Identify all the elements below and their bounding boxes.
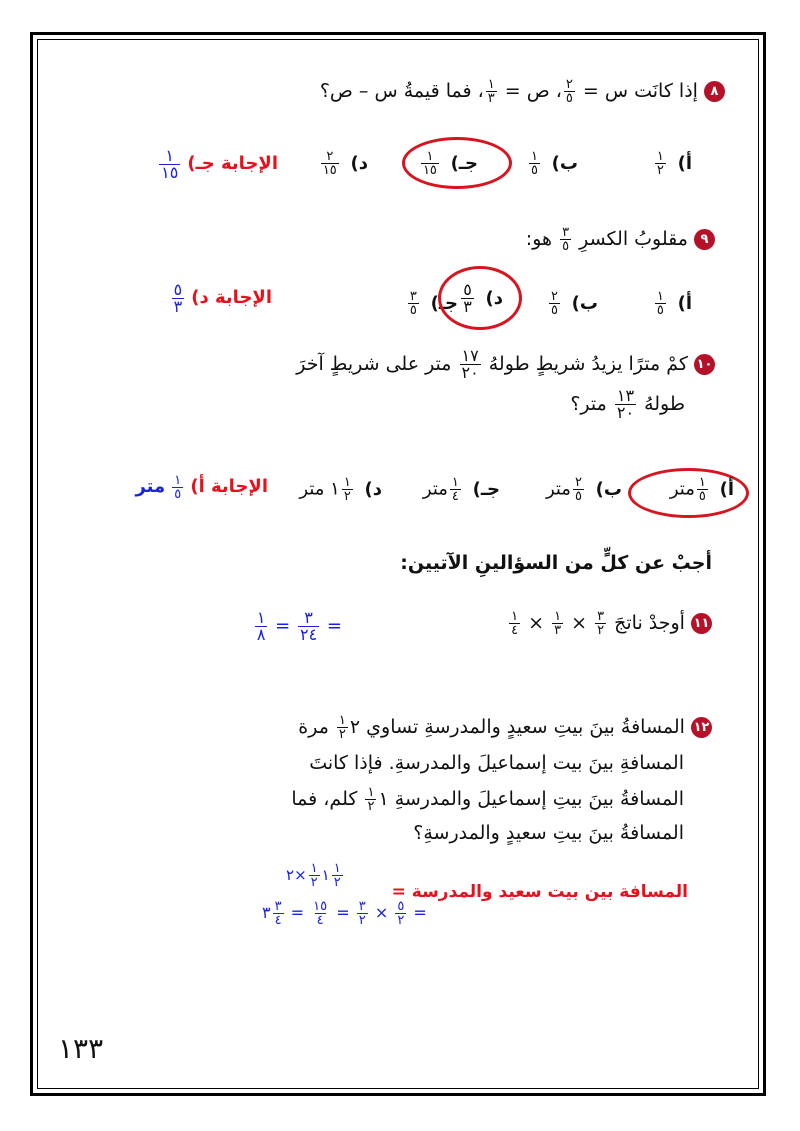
equals-sign: = bbox=[336, 903, 350, 922]
numerator: ١٥ bbox=[313, 899, 328, 914]
fraction bbox=[395, 900, 406, 927]
page-number: ١٣٣ bbox=[58, 1032, 104, 1065]
option-fraction bbox=[573, 476, 584, 503]
fraction bbox=[509, 610, 520, 637]
question-number-badge: ٩ bbox=[694, 229, 715, 250]
numerator: ٣ bbox=[562, 225, 570, 240]
numerator: ٣ bbox=[409, 289, 417, 304]
numerator: ٣ bbox=[358, 899, 366, 914]
numerator: ١ bbox=[310, 861, 318, 876]
option-letter: ب) bbox=[551, 152, 578, 174]
q8-option-d[interactable] bbox=[319, 150, 368, 177]
q9-answer bbox=[170, 282, 272, 315]
denominator: ٢ bbox=[333, 875, 341, 890]
numerator: ٣ bbox=[274, 899, 282, 914]
question-number-badge: ٨ bbox=[704, 81, 725, 102]
equals-sign: = bbox=[290, 903, 305, 922]
selected-answer-circle bbox=[402, 137, 512, 189]
question-text: أوجدْ ناتجَ bbox=[614, 612, 685, 634]
mixed-whole: ٣ bbox=[262, 903, 271, 922]
numerator: ٥ bbox=[173, 280, 183, 299]
mixed-fraction bbox=[332, 862, 343, 889]
answer-label: الإجابة د) bbox=[191, 287, 272, 308]
denominator: ٥ bbox=[565, 91, 573, 106]
option-letter: ب) bbox=[571, 292, 598, 314]
numerator: ٢ bbox=[574, 475, 582, 490]
q9-option-d-visible[interactable] bbox=[459, 282, 503, 315]
q9-option-a[interactable] bbox=[653, 290, 692, 317]
question-11 bbox=[507, 610, 712, 637]
option-fraction bbox=[450, 476, 461, 503]
option-fraction bbox=[549, 290, 560, 317]
q10-option-c[interactable] bbox=[423, 476, 500, 503]
mixed-fraction bbox=[365, 786, 376, 813]
option-letter: ب) bbox=[595, 478, 622, 500]
option-letter: جـ) bbox=[472, 478, 500, 500]
option-letter: جـ) bbox=[430, 292, 458, 314]
question-text: هو: bbox=[525, 228, 553, 250]
option-fraction bbox=[461, 282, 474, 315]
question-9 bbox=[526, 226, 715, 253]
numerator: ١ bbox=[426, 149, 434, 164]
question-8 bbox=[320, 78, 725, 105]
question-number-badge: ١١ bbox=[691, 613, 712, 634]
option-fraction bbox=[697, 476, 708, 503]
denominator: ٥ bbox=[550, 303, 558, 318]
mixed-fraction bbox=[309, 862, 320, 889]
q10-option-a[interactable] bbox=[670, 476, 734, 503]
option-letter: أ) bbox=[719, 478, 734, 500]
mixed-whole: ٢ bbox=[286, 866, 295, 884]
option-fraction bbox=[529, 150, 540, 177]
denominator: ٣ bbox=[173, 297, 183, 316]
question-number-badge: ١٠ bbox=[694, 354, 715, 375]
option-fraction bbox=[342, 476, 353, 503]
denominator: ٣ bbox=[554, 623, 562, 638]
question-text: ، ص = bbox=[504, 80, 562, 102]
fraction bbox=[311, 900, 329, 927]
mixed-fraction bbox=[337, 714, 348, 741]
question-text: كمْ مترًا يزيدُ شريطٍ طولهُ bbox=[488, 353, 688, 375]
option-fraction bbox=[655, 290, 666, 317]
q12-solution-line1 bbox=[286, 862, 345, 889]
question-fraction bbox=[460, 348, 481, 381]
question-text: المسافةُ بينَ بيتِ سعيدٍ والمدرسةِ تساوي bbox=[366, 716, 685, 738]
denominator: ٥ bbox=[174, 487, 182, 502]
question-text: المسافةُ بينَ بيتِ سعيدٍ والمدرسةِ؟ bbox=[413, 822, 684, 844]
numerator: ٢ bbox=[326, 149, 334, 164]
numerator: ٢ bbox=[565, 77, 573, 92]
numerator: ١ bbox=[698, 475, 706, 490]
denominator: ٣ bbox=[487, 91, 495, 106]
numerator: ١ bbox=[656, 289, 664, 304]
result-fraction bbox=[298, 610, 319, 643]
times-sign: × bbox=[571, 612, 588, 634]
numerator: ٣ bbox=[597, 609, 605, 624]
denominator: ٢ bbox=[397, 913, 405, 928]
answer-fraction bbox=[172, 282, 185, 315]
answer-label: الإجابة جـ) bbox=[187, 153, 278, 174]
numerator: ١ bbox=[367, 785, 375, 800]
denominator: ٤ bbox=[274, 913, 282, 928]
option-unit: متر bbox=[299, 478, 325, 500]
numerator: ١ bbox=[174, 473, 182, 488]
denominator: ٢ bbox=[310, 875, 318, 890]
numerator: ١ bbox=[487, 77, 495, 92]
answer-label: الإجابة أ) bbox=[190, 476, 268, 497]
option-fraction bbox=[408, 290, 419, 317]
fraction bbox=[595, 610, 606, 637]
option-letter: د) bbox=[364, 478, 382, 500]
numerator: ٢ bbox=[550, 289, 558, 304]
q10-option-d[interactable] bbox=[299, 476, 382, 503]
question-text: متر؟ bbox=[570, 393, 607, 415]
numerator: ٥ bbox=[463, 280, 472, 299]
denominator: ٤ bbox=[511, 623, 519, 638]
q11-answer bbox=[253, 610, 342, 643]
question-12-line2 bbox=[309, 752, 684, 774]
question-text: طولهُ bbox=[644, 393, 685, 415]
denominator: ١٥ bbox=[422, 163, 437, 178]
numerator: ١ bbox=[343, 475, 351, 490]
denominator: ٣ bbox=[463, 297, 472, 316]
numerator: ١ bbox=[333, 861, 341, 876]
denominator: ٤ bbox=[451, 489, 459, 504]
option-fraction bbox=[655, 150, 666, 177]
numerator: ١ bbox=[530, 149, 538, 164]
q8-option-b[interactable] bbox=[527, 150, 578, 177]
numerator: ١ bbox=[338, 713, 346, 728]
fraction bbox=[357, 900, 368, 927]
q10-answer bbox=[135, 474, 268, 501]
denominator: ٥ bbox=[409, 303, 417, 318]
equals-sign: = bbox=[326, 615, 342, 637]
denominator: ٨ bbox=[256, 625, 266, 644]
option-fraction bbox=[321, 150, 339, 177]
times-sign: × bbox=[374, 903, 389, 922]
fraction-y bbox=[486, 78, 497, 105]
result-fraction bbox=[273, 900, 284, 927]
option-letter: جـ) bbox=[450, 152, 478, 174]
denominator: ٥ bbox=[574, 489, 582, 504]
answer-fraction bbox=[172, 474, 183, 501]
numerator: ٥ bbox=[397, 899, 405, 914]
times-sign: × bbox=[294, 866, 307, 884]
denominator: ٢ bbox=[656, 163, 664, 178]
section-heading: أجبْ عن كلٍّ من السؤالينِ الآتيين: bbox=[400, 552, 712, 574]
option-letter: د) bbox=[350, 152, 368, 174]
q8-answer bbox=[157, 148, 278, 181]
denominator: ٥ bbox=[656, 303, 664, 318]
numerator: ١ bbox=[656, 149, 664, 164]
question-fraction bbox=[560, 226, 571, 253]
equals-sign: = bbox=[275, 615, 291, 637]
denominator: ٢٠ bbox=[461, 363, 479, 382]
denominator: ٢ bbox=[367, 799, 375, 814]
question-text: المسافةُ بينَ بيتِ إسماعيلَ والمدرسةِ bbox=[394, 788, 684, 810]
denominator: ٢ bbox=[343, 489, 351, 504]
equals-sign: = bbox=[413, 903, 427, 922]
mixed-whole: ١ bbox=[378, 788, 389, 810]
question-12-line4 bbox=[413, 822, 684, 844]
numerator: ١ bbox=[554, 609, 562, 624]
option-letter: أ) bbox=[677, 292, 692, 314]
denominator: ١٥ bbox=[322, 163, 337, 178]
question-10-line2 bbox=[570, 388, 685, 421]
numerator: ١٣ bbox=[616, 386, 635, 405]
option-letter: د) bbox=[485, 287, 503, 309]
denominator: ٢٠ bbox=[616, 403, 635, 422]
q9-option-b[interactable] bbox=[547, 290, 598, 317]
q10-option-b[interactable] bbox=[546, 476, 622, 503]
option-letter: أ) bbox=[677, 152, 692, 174]
option-unit: متر bbox=[669, 478, 695, 500]
numerator: ١ bbox=[451, 475, 459, 490]
denominator: ٢ bbox=[338, 727, 346, 742]
q12-solution-label: المسافة بين بيت سعيد والمدرسة = bbox=[391, 882, 688, 902]
option-whole: ١ bbox=[330, 478, 340, 500]
denominator: ٥ bbox=[562, 239, 570, 254]
fraction bbox=[552, 610, 563, 637]
option-unit: متر bbox=[422, 478, 448, 500]
denominator: ٢ bbox=[358, 913, 366, 928]
question-text: مقلوبُ الكسرِ bbox=[579, 228, 688, 250]
q8-option-a[interactable] bbox=[653, 150, 692, 177]
question-text: إذا كانَت س = bbox=[582, 80, 698, 102]
question-10 bbox=[296, 348, 715, 381]
question-12 bbox=[298, 714, 712, 741]
question-12-line3 bbox=[291, 786, 684, 813]
fraction-x bbox=[564, 78, 575, 105]
question-text: متر على شريطٍ آخرَ bbox=[296, 353, 452, 375]
q12-solution-line2 bbox=[262, 900, 427, 927]
result-fraction bbox=[255, 610, 268, 643]
question-number-badge: ١٢ bbox=[691, 717, 712, 738]
question-fraction bbox=[615, 388, 636, 421]
answer-fraction bbox=[159, 148, 180, 181]
question-text: كلم، فما bbox=[291, 788, 358, 810]
denominator: ٥ bbox=[530, 163, 538, 178]
denominator: ٤ bbox=[316, 913, 324, 928]
numerator: ١٧ bbox=[461, 346, 479, 365]
times-sign: × bbox=[528, 612, 545, 634]
question-text: ، فما قيمةُ س – ص؟ bbox=[319, 80, 484, 102]
question-text: المسافةِ بينَ بيت إسماعيلَ والمدرسةِ. فإذا كانتَ bbox=[309, 752, 684, 774]
mixed-whole: ١ bbox=[321, 866, 330, 884]
denominator: ٢ bbox=[597, 623, 605, 638]
denominator: ٢٤ bbox=[299, 625, 318, 644]
answer-unit: متر bbox=[135, 476, 166, 497]
mixed-whole: ٢ bbox=[349, 716, 361, 738]
numerator: ١ bbox=[256, 608, 266, 627]
denominator: ١٥ bbox=[161, 163, 179, 182]
denominator: ٥ bbox=[698, 489, 706, 504]
numerator: ١ bbox=[511, 609, 519, 624]
question-text: مرة bbox=[298, 716, 329, 738]
numerator: ٣ bbox=[304, 608, 313, 627]
option-unit: متر bbox=[545, 478, 571, 500]
numerator: ١ bbox=[165, 146, 174, 165]
